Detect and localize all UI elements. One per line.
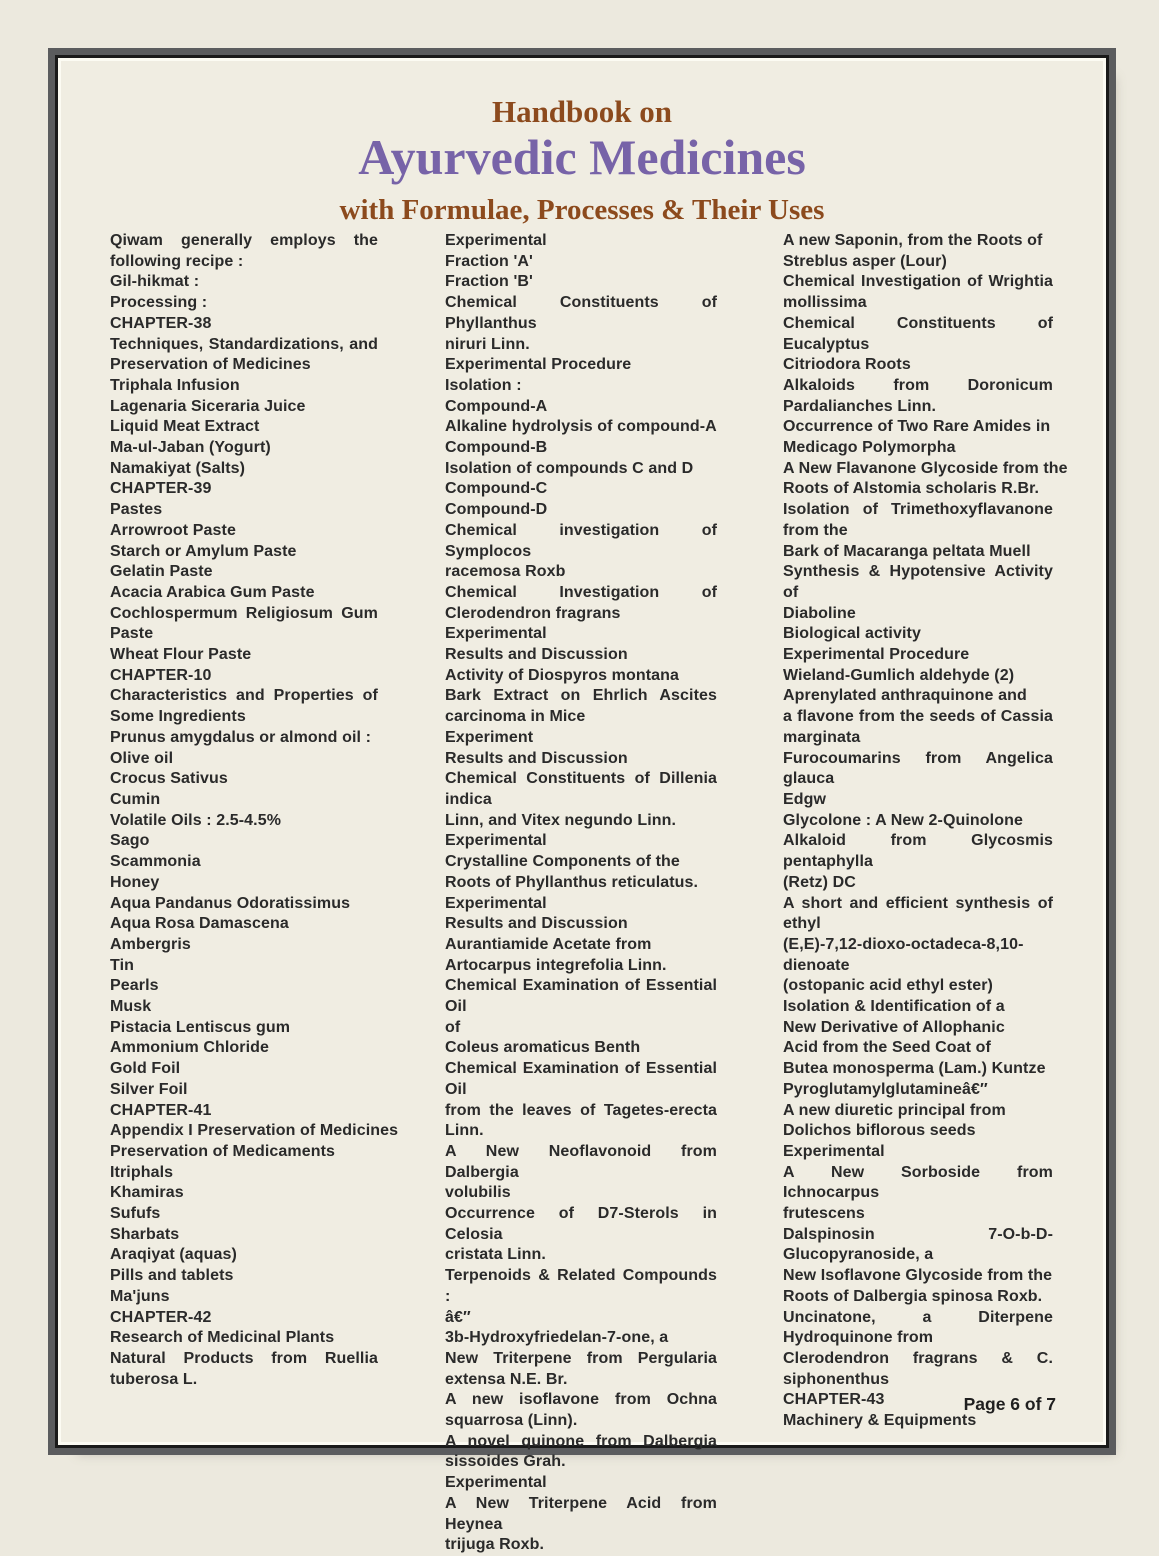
toc-line: Triphala Infusion (110, 376, 240, 394)
toc-line: Pyroglutamylglutamineâ€″ (783, 1080, 988, 1098)
toc-line: Ammonium Chloride (110, 1039, 270, 1057)
toc-line: Edgw (783, 790, 827, 808)
toc-line: Sufufs (110, 1205, 161, 1223)
toc-line: Experimental Procedure (783, 646, 970, 664)
toc-line: Isolation & Identification of a (783, 998, 1005, 1016)
toc-line: Bark of Macaranga peltata Muell (783, 542, 1031, 560)
toc-line: Isolation : (445, 376, 522, 394)
toc-line: Namakiyat (Salts) (110, 459, 246, 477)
toc-line: Gold Foil (110, 1060, 181, 1078)
toc-line: Aqua Pandanus Odoratissimus (110, 894, 351, 912)
toc-line: Pistacia Lentiscus gum (110, 1018, 291, 1036)
toc-line: Chemical Examination of Essential Oil (445, 1060, 717, 1098)
toc-line: Citriodora Roots (783, 356, 911, 374)
toc-line: Glycolone : A New 2-Quinolone (783, 811, 1023, 829)
toc-line: Aprenylated anthraquinone and (783, 687, 1027, 705)
toc-line: Ma-ul-Jaban (Yogurt) (110, 439, 271, 457)
toc-line: Isolation of compounds C and D (445, 459, 694, 477)
toc-line: Silver Foil (110, 1080, 188, 1098)
toc-line: Tin (110, 956, 135, 974)
toc-line: A New Flavanone Glycoside from the (783, 459, 1068, 477)
toc-line: New Isoflavone Glycoside from the (783, 1267, 1053, 1285)
toc-line: squarrosa (Linn). (445, 1412, 578, 1430)
toc-line: Liquid Meat Extract (110, 418, 260, 436)
toc-line: Results and Discussion (445, 915, 628, 933)
toc-line: Cochlospermum Religiosum Gum (110, 604, 378, 622)
toc-line: Starch or Amylum Paste (110, 542, 297, 560)
toc-line: from the (783, 521, 848, 539)
toc-line: Pastes (110, 501, 163, 519)
toc-line: A new diuretic principal from (783, 1101, 1006, 1119)
toc-line: siphonenthus (783, 1370, 890, 1388)
toc-line: Experimental (445, 1474, 547, 1492)
toc-line: dienoate (783, 956, 850, 974)
toc-line: Linn. (445, 1122, 484, 1140)
toc-line: Experimental (445, 832, 547, 850)
toc-line: Alkaloids from Doronicum (783, 376, 1053, 394)
toc-line: Experimental Procedure (445, 356, 632, 374)
toc-line: ethyl (783, 915, 821, 933)
page-border-frame (55, 55, 1109, 1554)
toc-line: Fraction 'A' (445, 252, 533, 270)
toc-line: Results and Discussion (445, 749, 628, 767)
toc-line: Streblus asper (Lour) (783, 252, 947, 270)
toc-line: Sago (110, 832, 150, 850)
toc-line: extensa N.E. Br. (445, 1370, 568, 1388)
toc-line: â€″ (445, 1308, 471, 1326)
toc-line: racemosa Roxb (445, 563, 566, 581)
toc-line: Butea monosperma (Lam.) Kuntze (783, 1060, 1046, 1078)
toc-line: volubilis (445, 1184, 511, 1202)
toc-line: Compound-D (445, 501, 548, 519)
toc-line: Some Ingredients (110, 708, 246, 726)
toc-line: CHAPTER-41 (110, 1101, 212, 1119)
toc-line: Diaboline (783, 604, 856, 622)
toc-line: Results and Discussion (445, 646, 628, 664)
toc-line: Alkaloid from Glycosmis pentaphylla (783, 832, 1053, 871)
toc-line: Appendix I Preservation of Medicines (110, 1122, 399, 1140)
toc-line: Roots of Dalbergia spinosa Roxb. (783, 1287, 1043, 1305)
toc-line: Chemical Investigation of (445, 583, 717, 601)
toc-line: Isolation of Trimethoxyflavanone (783, 501, 1053, 519)
toc-line: Preservation of Medicaments (110, 1142, 335, 1160)
toc-line: Pardalianches Linn. (783, 397, 937, 415)
toc-line: Chemical Examination of Essential Oil (445, 977, 717, 1016)
toc-line: Acacia Arabica Gum Paste (110, 583, 315, 601)
toc-line: A novel quinone from Dalbergia (445, 1432, 717, 1450)
toc-line: Chemical Constituents of Dillenia (445, 770, 717, 788)
toc-line: Characteristics and Properties of (110, 687, 378, 705)
toc-line: Volatile Oils : 2.5-4.5% (110, 811, 282, 829)
toc-line: Qiwam generally employs the (110, 232, 378, 249)
toc-line: Araqiyat (aquas) (110, 1246, 237, 1264)
toc-line: Clerodendron fragrans (445, 604, 621, 622)
toc-line: Chemical Constituents of Eucalyptus (783, 314, 1053, 353)
toc-line: Experimental (445, 625, 547, 643)
toc-line: Glucopyranoside, a (783, 1246, 934, 1264)
toc-line: of (445, 1018, 461, 1036)
toc-line: A new Saponin, from the Roots of (783, 232, 1043, 249)
toc-column-1 (110, 231, 399, 1390)
toc-line: Wheat Flour Paste (110, 646, 252, 664)
toc-line: niruri Linn. (445, 335, 530, 353)
toc-line: Occurrence of D7-Sterols in Celosia (445, 1205, 717, 1243)
toc-line: Chemical investigation of Symplocos (445, 521, 717, 560)
toc-line: a flavone from the seeds of Cassia (783, 708, 1053, 726)
toc-line: Gelatin Paste (110, 563, 213, 581)
toc-line: Uncinatone, a Diterpene (783, 1308, 1053, 1326)
toc-column-2 (445, 231, 717, 1556)
toc-line: Preservation of Medicines (110, 356, 311, 374)
toc-line: A New Neoflavonoid from Dalbergia (445, 1142, 717, 1181)
toc-line: Roots of Alstomia scholaris R.Br. (783, 480, 1040, 498)
toc-line: Alkaline hydrolysis of compound-A (445, 418, 717, 436)
toc-line: sissoides Grah. (445, 1453, 566, 1471)
toc-line: Lagenaria Siceraria Juice (110, 397, 306, 415)
toc-line: Activity of Diospyros montana (445, 666, 680, 684)
toc-line: CHAPTER-38 (110, 314, 212, 332)
toc-line: Arrowroot Paste (110, 521, 236, 539)
toc-line: A new isoflavone from Ochna (445, 1391, 717, 1409)
toc-line: Musk (110, 998, 152, 1016)
toc-line: Aqua Rosa Damascena (110, 915, 289, 933)
toc-line: Itriphals (110, 1163, 174, 1181)
toc-line: Dalspinosin 7-O-b-D- (783, 1225, 1053, 1243)
toc-line: New Derivative of Allophanic (783, 1018, 1005, 1036)
page-pretitle: Handbook on (491, 94, 673, 129)
toc-line: Fraction 'B' (445, 273, 533, 291)
page-subtitle: with Formulae, Processes & Their Uses (339, 194, 825, 226)
toc-line: Wieland-Gumlich aldehyde (2) (783, 666, 1015, 684)
toc-line: CHAPTER-10 (110, 666, 212, 684)
toc-line: (Retz) DC (783, 873, 856, 891)
toc-line: CHAPTER-39 (110, 480, 212, 498)
toc-line: Processing : (110, 294, 208, 312)
toc-line: tuberosa L. (110, 1370, 198, 1388)
toc-line: Research of Medicinal Plants (110, 1329, 335, 1347)
toc-line: Occurrence of Two Rare Amides in (783, 418, 1051, 436)
toc-line: frutescens (783, 1205, 865, 1223)
toc-line: Experimental (783, 1142, 885, 1160)
toc-line: New Triterpene from Pergularia (445, 1349, 717, 1367)
toc-line: Cumin (110, 790, 161, 808)
toc-line: mollissima (783, 294, 867, 312)
toc-line: following recipe : (110, 252, 244, 270)
toc-line: A New Sorboside from Ichnocarpus (783, 1163, 1053, 1202)
toc-line: Chemical Constituents of Phyllanthus (445, 294, 717, 332)
toc-line: marginata (783, 728, 861, 746)
page-indicator: Page 6 of 7 (963, 1394, 1056, 1414)
toc-line: Pills and tablets (110, 1267, 234, 1285)
toc-line: Compound-B (445, 439, 548, 457)
toc-line: Aurantiamide Acetate from (445, 935, 652, 953)
toc-line: CHAPTER-42 (110, 1308, 212, 1326)
toc-line: 3b-Hydroxyfriedelan-7-one, a (445, 1329, 669, 1347)
toc-line: Roots of Phyllanthus reticulatus. (445, 873, 699, 891)
toc-line: Acid from the Seed Coat of (783, 1039, 991, 1057)
toc-line: Sharbats (110, 1225, 180, 1243)
toc-line: Olive oil (110, 749, 174, 767)
toc-line: Hydroquinone from (783, 1329, 934, 1347)
toc-line: trijuga Roxb. (445, 1536, 545, 1554)
toc-line: Medicago Polymorpha (783, 439, 956, 457)
toc-line: Biological activity (783, 625, 921, 643)
page-title: Ayurvedic Medicines (358, 129, 806, 185)
toc-line: Experimental (445, 232, 547, 249)
toc-line: A New Triterpene Acid from Heynea (445, 1494, 717, 1533)
toc-line: Chemical Investigation of Wrightia (783, 273, 1053, 291)
toc-line: Synthesis & Hypotensive Activity of (783, 563, 1053, 601)
toc-line: Pearls (110, 977, 159, 995)
toc-column-3 (783, 231, 1068, 1432)
toc-line: Experiment (445, 728, 534, 746)
toc-line: Crocus Sativus (110, 770, 228, 788)
toc-line: from the leaves of Tagetes-erecta (445, 1101, 717, 1119)
toc-line: Compound-A (445, 397, 548, 415)
toc-line: cristata Linn. (445, 1246, 546, 1264)
toc-line: Coleus aromaticus Benth (445, 1039, 641, 1057)
toc-line: carcinoma in Mice (445, 708, 586, 726)
toc-line: Linn, and Vitex negundo Linn. (445, 811, 677, 829)
toc-line: A short and efficient synthesis of (783, 894, 1053, 912)
toc-line: (E,E)-7,12-dioxo-octadeca-8,10- (783, 935, 1024, 953)
toc-line: Techniques, Standardizations, and (110, 335, 378, 353)
toc-line: Artocarpus integrefolia Linn. (445, 956, 667, 974)
toc-line: Gil-hikmat : (110, 273, 200, 291)
toc-line: Experimental (445, 894, 547, 912)
toc-line: Dolichos biflorous seeds (783, 1122, 976, 1140)
toc-line: Ma'juns (110, 1287, 170, 1305)
toc-line: Khamiras (110, 1184, 184, 1202)
toc-line: CHAPTER-43 (783, 1391, 885, 1409)
toc-line: Honey (110, 873, 160, 891)
toc-line: Terpenoids & Related Compounds : (445, 1267, 717, 1305)
toc-line: (ostopanic acid ethyl ester) (783, 977, 993, 995)
toc-line: Machinery & Equipments (783, 1412, 977, 1430)
toc-line: Crystalline Components of the (445, 853, 680, 871)
toc-line: indica (445, 790, 492, 808)
toc-line: Furocoumarins from Angelica glauca (783, 749, 1053, 788)
toc-line: Scammonia (110, 853, 201, 871)
toc-line: Compound-C (445, 480, 548, 498)
toc-line: Clerodendron fragrans & C. (783, 1349, 1053, 1367)
toc-line: Paste (110, 625, 154, 643)
toc-line: Ambergris (110, 935, 191, 953)
toc-line: Bark Extract on Ehrlich Ascites (445, 687, 717, 705)
toc-line: Natural Products from Ruellia (110, 1349, 378, 1367)
toc-line: Prunus amygdalus or almond oil : (110, 728, 372, 746)
